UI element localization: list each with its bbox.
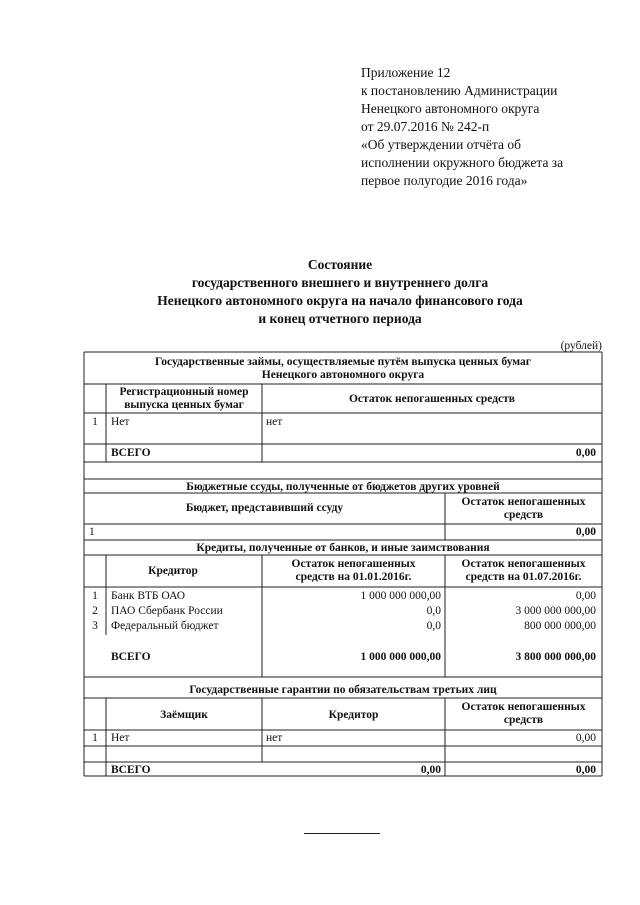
- column-header-balance: [445, 701, 602, 727]
- total-label: ВСЕГО: [111, 447, 151, 459]
- total-value: 0,00: [575, 764, 596, 776]
- table-cell: нет: [266, 416, 283, 428]
- column-header-balance-line2: средств: [503, 509, 544, 521]
- closing-rule: [304, 833, 380, 834]
- column-header-registration: [106, 386, 262, 412]
- units-label: (рублей): [560, 340, 602, 352]
- creditor-cell: Банк ВТБ ОАО: [111, 590, 186, 602]
- total-value: 0,00: [575, 526, 596, 538]
- column-header-end-line1: Остаток непогашенных: [461, 558, 586, 570]
- end-balance-cell: 800 000 000,00: [524, 620, 596, 632]
- appendix-line: от 29.07.2016 № 242-п: [361, 119, 490, 134]
- appendix-line: Приложение 12: [361, 65, 451, 80]
- title-line: и конец отчетного периода: [258, 311, 422, 326]
- start-balance-cell: 0,0: [426, 620, 441, 632]
- appendix-line: к постановлению Администрации: [361, 83, 558, 98]
- total-label: ВСЕГО: [111, 764, 151, 776]
- creditor-cell: нет: [266, 732, 283, 744]
- balance-cell: 0,00: [575, 732, 596, 744]
- row-number: 1: [92, 732, 98, 744]
- start-balance-cell: 1 000 000 000,00: [360, 590, 441, 602]
- column-header-budget: Бюджет, представивший ссуду: [185, 502, 344, 514]
- row-number: 1: [92, 416, 98, 428]
- section3-header: Кредиты, полученные от банков, и иные заимствования: [196, 542, 490, 554]
- total-end-value: 3 800 000 000,00: [515, 651, 596, 663]
- appendix-line: первое полугодие 2016 года»: [361, 173, 528, 188]
- section1-header-line2: Ненецкого автономного округа: [261, 369, 425, 381]
- column-header-start-balance: [262, 558, 445, 584]
- row-number: 1: [92, 590, 98, 602]
- section4-header: Государственные гарантии по обязательствам третьих лиц: [189, 684, 497, 696]
- title-line: государственного внешнего и внутреннего долга: [191, 275, 489, 290]
- total-mid-value: 0,00: [420, 764, 441, 776]
- column-header-balance-line1: Остаток непогашенных: [461, 701, 586, 713]
- column-header-balance-line1: Остаток непогашенных: [461, 496, 586, 508]
- column-header-creditor: Кредитор: [328, 709, 379, 721]
- section1-header: [84, 356, 602, 382]
- title-line: Состояние: [307, 257, 373, 272]
- section2-header: Бюджетные ссуды, полученные от бюджетов других уровней: [186, 481, 500, 493]
- appendix-line: Ненецкого автономного округа: [361, 101, 540, 116]
- column-header-registration-line2: выпуска ценных бумаг: [124, 399, 244, 411]
- table-cell: Нет: [111, 416, 130, 428]
- column-header-creditor: Кредитор: [148, 565, 198, 577]
- title-line: Ненецкого автономного округа на начало финансового года: [157, 293, 523, 308]
- start-balance-cell: 0,0: [426, 605, 441, 617]
- total-label: ВСЕГО: [111, 651, 151, 663]
- total-start-value: 1 000 000 000,00: [360, 651, 441, 663]
- column-header-end-balance: [445, 558, 602, 584]
- section1-header-line1: Государственные займы, осуществляемые путём выпуска ценных бумаг: [154, 356, 532, 368]
- row-number: 3: [92, 620, 98, 632]
- end-balance-cell: 3 000 000 000,00: [515, 605, 596, 617]
- creditor-cell: Федеральный бюджет: [111, 620, 219, 632]
- appendix-line: «Об утверждении отчёта об: [361, 137, 521, 152]
- end-balance-cell: 0,00: [575, 590, 596, 602]
- column-header-balance-line2: средств: [503, 714, 544, 726]
- column-header-start-line1: Остаток непогашенных: [291, 558, 416, 570]
- column-header-balance: Остаток непогашенных средств: [348, 393, 516, 405]
- column-header-registration-line1: Регистрационный номер: [119, 386, 249, 398]
- creditor-cell: ПАО Сбербанк России: [111, 605, 223, 617]
- row-number: 2: [92, 605, 98, 617]
- borrower-cell: Нет: [111, 732, 130, 744]
- row-number: 1: [89, 526, 95, 538]
- column-header-start-line2: средств на 01.01.2016г.: [295, 571, 412, 583]
- column-header-borrower: Заёмщик: [160, 709, 208, 721]
- appendix-line: исполнении окружного бюджета за: [361, 155, 564, 170]
- column-header-balance: [445, 496, 602, 522]
- column-header-end-line2: средств на 01.07.2016г.: [465, 571, 582, 583]
- total-value: 0,00: [575, 447, 596, 459]
